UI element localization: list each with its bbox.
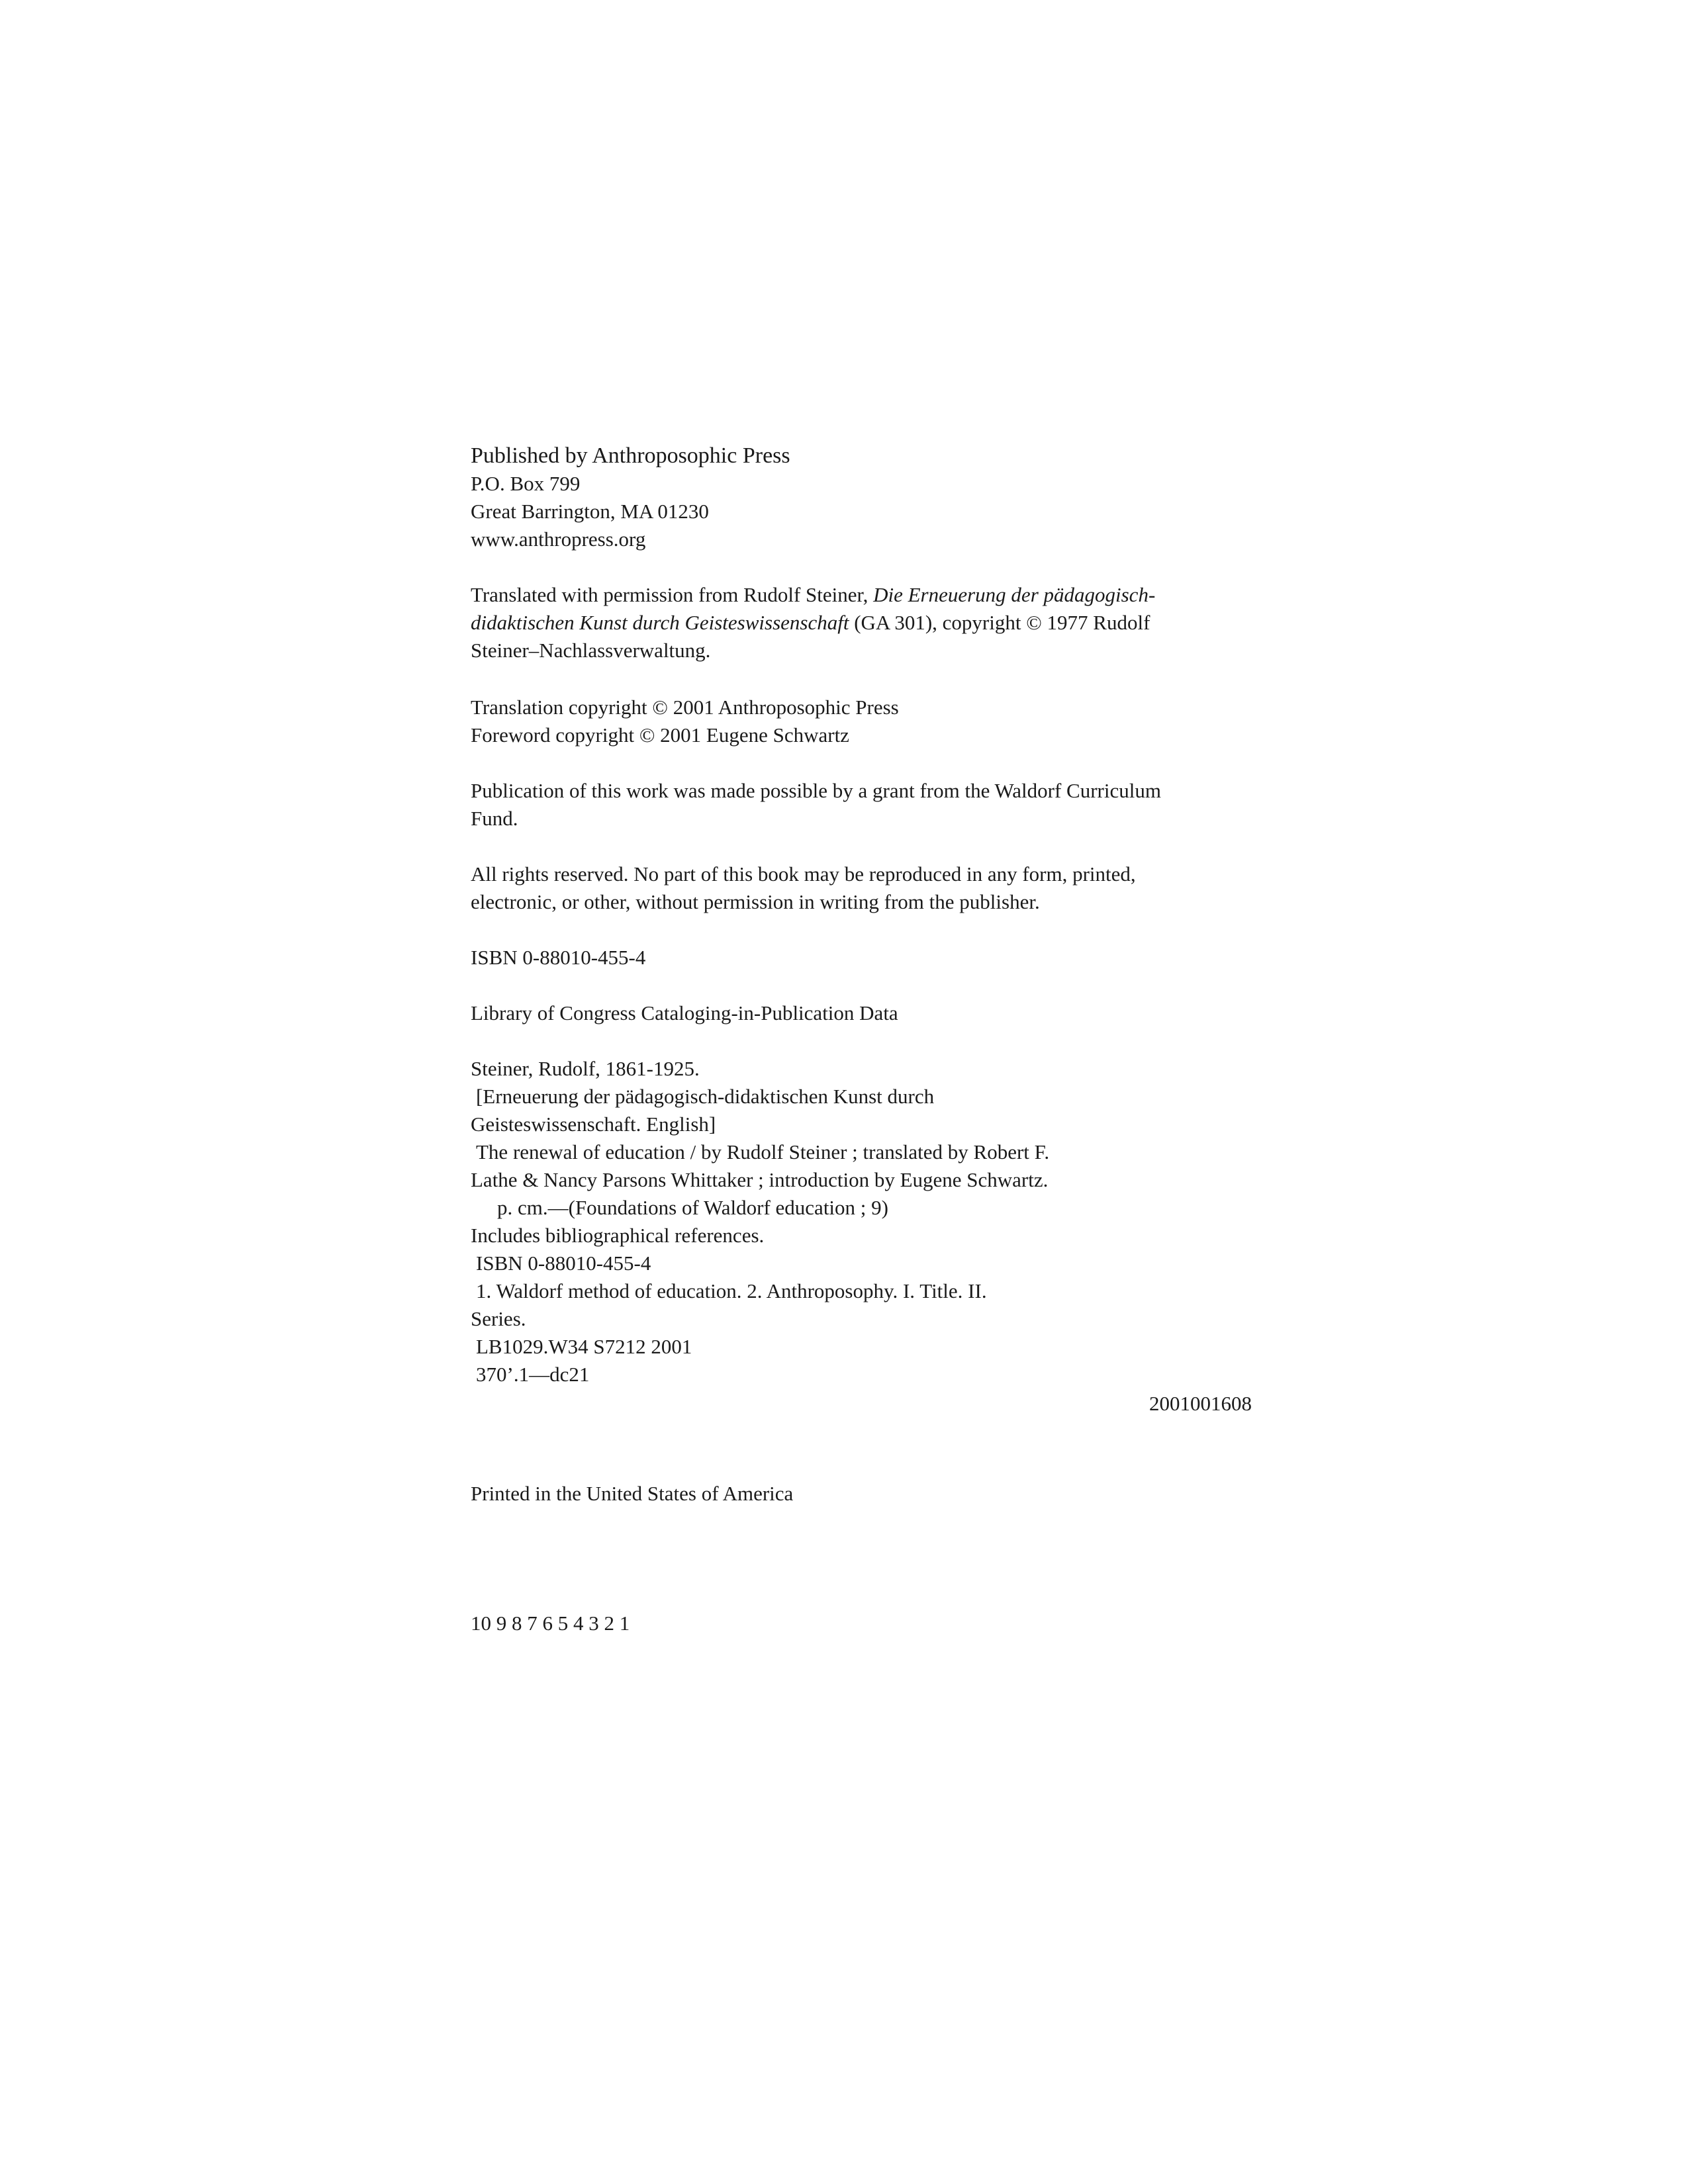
printing-line-text: 10 9 8 7 6 5 4 3 2 1 (471, 1612, 630, 1635)
printed-in-text: Printed in the United States of America (471, 1482, 794, 1505)
cip-lccn: 2001001608 (1149, 1392, 1252, 1415)
rights-line-2: electronic, or other, without permission in writing from the publisher. (471, 890, 1040, 913)
isbn (471, 944, 1252, 972)
cip-dewey: 370’.1—dc21 (476, 1363, 590, 1386)
grant-line-2: Fund. (471, 807, 518, 830)
cip-notes: Includes bibliographical references. (471, 1224, 765, 1247)
permission-line-3: Steiner–Nachlassverwaltung. (471, 639, 711, 662)
grant-notice (471, 777, 1252, 833)
original-title-part-2: didaktischen Kunst durch Geisteswissenschaft (471, 611, 849, 634)
permission-line-1 (471, 581, 1252, 609)
rights-notice (471, 860, 1252, 916)
cip-lc-class: LB1029.W34 S7212 2001 (476, 1335, 692, 1358)
rights-line-1: All rights reserved. No part of this book may be reproduced in any form, printed, (471, 862, 1136, 886)
permission-prefix: Translated with permission from Rudolf Steiner, (471, 583, 874, 606)
copyright-notices (471, 694, 1252, 749)
foreword-copyright: Foreword copyright © 2001 Eugene Schwartz (471, 723, 849, 747)
cip-uniform-title-1: [Erneuerung der pädagogisch-didaktischen Kunst durch (476, 1085, 935, 1108)
grant-line-1: Publication of this work was made possible by a grant from the Waldorf Curriculum (471, 779, 1161, 802)
cip-author: Steiner, Rudolf, 1861-1925. (471, 1057, 700, 1080)
publisher-po-box: P.O. Box 799 (471, 472, 581, 495)
cip-subjects-2: Series. (471, 1307, 526, 1330)
cip-uniform-title-2: Geisteswissenschaft. English] (471, 1113, 716, 1136)
cip-collation: p. cm.—(Foundations of Waldorf education ; 9) (497, 1196, 888, 1219)
printing-line (471, 1610, 1252, 1637)
cip-isbn: ISBN 0-88010-455-4 (476, 1251, 651, 1275)
cip-title-1: The renewal of education / by Rudolf Steiner ; translated by Robert F. (476, 1140, 1050, 1163)
publisher-website: www.anthropress.org (471, 527, 646, 551)
cip-subjects-1: 1. Waldorf method of education. 2. Anthroposophy. I. Title. II. (476, 1279, 987, 1302)
cip-heading-text: Library of Congress Cataloging-in-Publication Data (471, 1001, 898, 1024)
publisher-city: Great Barrington, MA 01230 (471, 500, 709, 523)
publisher-address (471, 442, 1252, 553)
printed-in (471, 1480, 1252, 1508)
permission-line-2 (471, 609, 1252, 637)
isbn-text: ISBN 0-88010-455-4 (471, 946, 646, 969)
publisher-name: Published by Anthroposophic Press (471, 443, 790, 468)
cip-record (471, 1055, 1252, 1388)
translation-copyright: Translation copyright © 2001 Anthroposophic Press (471, 696, 899, 719)
cip-heading (471, 999, 1252, 1027)
cip-title-2: Lathe & Nancy Parsons Whittaker ; introduction by Eugene Schwartz. (471, 1168, 1049, 1191)
translation-permission (471, 581, 1252, 664)
original-title-part-1: Die Erneuerung der pädagogisch- (873, 583, 1156, 606)
permission-copyright: (GA 301), copyright © 1977 Rudolf (849, 611, 1150, 634)
